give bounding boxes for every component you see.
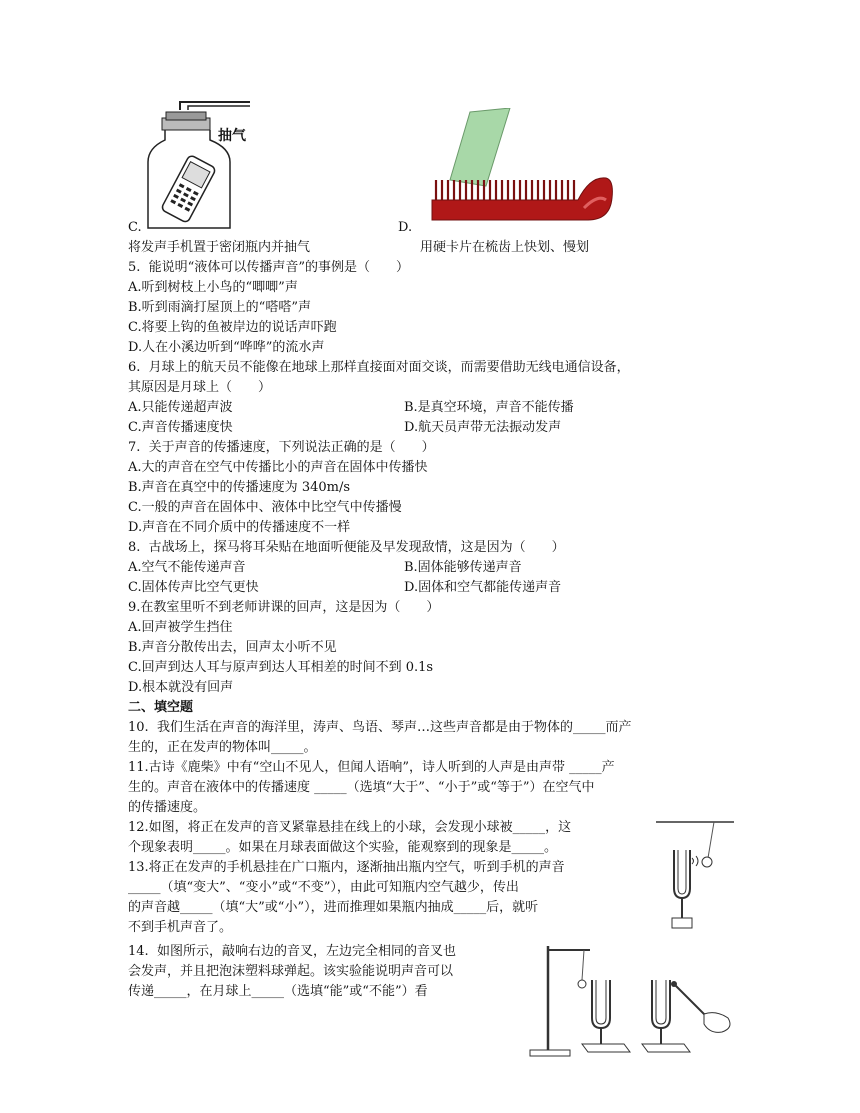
q12-line-1: 12.如图，将正在发声的音叉紧靠悬挂在线上的小球，会发现小球被_____，这 [128, 820, 572, 835]
q6-option-b: B.是真空环境，声音不能传播 [404, 400, 574, 415]
q6-stem-2: 其原因是月球上（ ） [128, 380, 272, 395]
figure-d-caption: 用硬卡片在梳齿上快划、慢划 [420, 240, 590, 255]
q8-option-d: D.固体和空气都能传递声音 [404, 580, 562, 595]
q13-line-4: 不到手机声音了。 [128, 920, 233, 935]
q8-stem: 8. 古战场上，探马将耳朵贴在地面听便能及早发现敌情，这是因为（ ） [128, 540, 565, 555]
q7-option-a: A.大的声音在空气中传播比小的声音在固体中传播快 [128, 460, 428, 475]
q5-stem: 5. 能说明“液体可以传播声音”的事例是（ ） [128, 260, 409, 275]
q5-option-c: C.将要上钩的鱼被岸边的说话声吓跑 [128, 320, 337, 335]
q6-option-a: A.只能传递超声波 [128, 400, 233, 415]
q9-option-c: C.回声到达人耳与原声到达人耳相差的时间不到 0.1s [128, 660, 434, 675]
q8-option-a: A.空气不能传递声音 [128, 560, 246, 575]
q7-stem: 7. 关于声音的传播速度，下列说法正确的是（ ） [128, 440, 435, 455]
q7-option-b: B.声音在真空中的传播速度为 340m/s [128, 480, 351, 495]
q12-line-2: 个现象表明_____。如果在月球表面做这个实验，能观察到的现象是_____。 [128, 840, 558, 855]
q6-option-d: D.航天员声带无法振动发声 [404, 420, 562, 435]
q5-option-b: B.听到雨滴打屋顶上的“嗒嗒”声 [128, 300, 311, 315]
figure-c-caption: 将发声手机置于密闭瓶内并抽气 [128, 240, 311, 255]
tuning-fork-ball-figure [654, 818, 736, 934]
q14-line-3: 传递_____，在月球上_____（选填“能”或“不能”）看 [128, 984, 428, 999]
comb-card-figure [428, 108, 614, 226]
q7-option-c: C.一般的声音在固体中、液体中比空气中传播慢 [128, 500, 402, 515]
q11-line-1: 11.古诗《鹿柴》中有“空山不见人，但闻人语响”，诗人听到的人声是由声带 _____产 [128, 760, 615, 775]
q6-option-c: C.声音传播速度快 [128, 420, 233, 435]
q10-line-1: 10. 我们生活在声音的海洋里，涛声、鸟语、琴声…这些声音都是由于物体的_____而产 [128, 720, 632, 735]
q13-line-1: 13.将正在发声的手机悬挂在广口瓶内，逐渐抽出瓶内空气，听到手机的声音 [128, 860, 565, 875]
q11-line-2: 生的。声音在液体中的传播速度 _____（选填“大于”、“小于”或“等于”）在空气中 [128, 780, 595, 795]
q10-line-2: 生的，正在发声的物体叫_____。 [128, 740, 317, 755]
q9-option-b: B.声音分散传出去，回声太小听不见 [128, 640, 337, 655]
q14-line-2: 会发声，并且把泡沫塑料球弹起。该实验能说明声音可以 [128, 964, 454, 979]
q6-stem-1: 6. 月球上的航天员不能像在地球上那样直接面对面交谈，而需要借助无线电通信设备， [128, 360, 630, 375]
q13-line-2: _____（填“变大”、“变小”或“不变”），由此可知瓶内空气越少，传出 [128, 880, 519, 895]
section-title: 二、填空题 [128, 700, 194, 715]
q13-line-3: 的声音越_____（填“大”或“小”），进而推理如果瓶内抽成_____后，就听 [128, 900, 539, 915]
q8-option-b: B.固体能够传递声音 [404, 560, 522, 575]
figure-c-label: C. [128, 220, 142, 235]
figure-d-label: D. [398, 220, 413, 235]
pump-label: 抽气 [218, 128, 246, 144]
q11-line-3: 的传播速度。 [128, 800, 207, 815]
phone-in-bottle-figure [140, 100, 260, 230]
q7-option-d: D.声音在不同介质中的传播速度不一样 [128, 520, 351, 535]
q9-option-d: D.根本就没有回声 [128, 680, 234, 695]
q5-option-d: D.人在小溪边听到“哗哗”的流水声 [128, 340, 325, 355]
q9-option-a: A.回声被学生挡住 [128, 620, 233, 635]
q5-option-a: A.听到树枝上小鸟的“唧唧”声 [128, 280, 298, 295]
q8-option-c: C.固体传声比空气更快 [128, 580, 259, 595]
q14-line-1: 14. 如图所示，敲响右边的音叉，左边完全相同的音叉也 [128, 944, 456, 959]
q9-stem: 9.在教室里听不到老师讲课的回声，这是因为（ ） [128, 600, 440, 615]
resonance-forks-figure [524, 940, 738, 1062]
